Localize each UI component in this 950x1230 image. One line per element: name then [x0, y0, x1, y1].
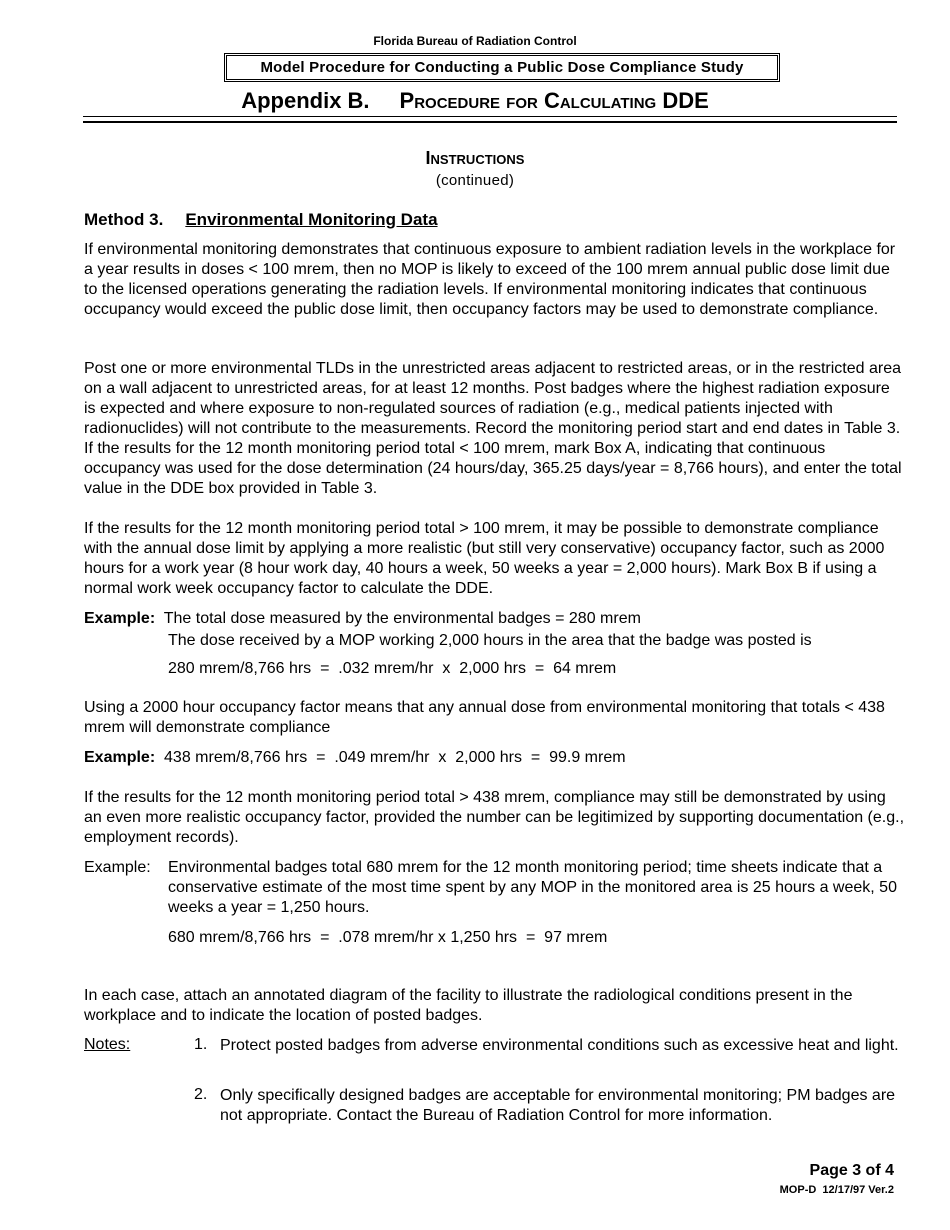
notes-label: Notes:: [84, 1036, 131, 1053]
appendix-title: Procedure for Calculating DDE: [399, 88, 709, 113]
appendix-label: Appendix B.: [241, 88, 370, 113]
document-title-box: Model Procedure for Conducting a Public Dose Compliance Study: [224, 53, 780, 82]
paragraph-6: In each case, attach an annotated diagram of the facility to illustrate the radiological conditions present in the workplace and to indicate the location of posted badges.: [84, 987, 853, 1024]
example-3-text: Environmental badges total 680 mrem for the 12 month monitoring period; time sheets indicate that a conservative estimate of the most time spent by any MOP in the monitored area is 25 hours a week, 50 weeks a year = 1,250 hours.: [168, 859, 897, 916]
section-subheading: (continued): [435, 172, 515, 189]
page-number: Page 3 of 4: [809, 1162, 894, 1179]
section-heading: Instructions: [425, 148, 525, 168]
example-2: [84, 748, 904, 768]
example-3-label: Example:: [84, 859, 151, 876]
note-number: 2.: [194, 1086, 208, 1103]
example-label: Example:: [84, 749, 156, 766]
paragraph-3: If the results for the 12 month monitoring period total > 100 mrem, it may be possible to demonstrate compliance with the annual dose limit by applying a more realistic (but still very conservative) occupancy factor, such as 2000 hours for a work year (8 hour work day, 40 hours a week, 50 weeks a year = 2,000 hours). Mark Box B if using a normal work week occupancy factor to calculate the DDE.: [84, 520, 885, 597]
paragraph-1: If environmental monitoring demonstrates that continuous exposure to ambient radiation levels in the workplace for a year results in doses < 100 mrem, then no MOP is likely to exceed of the 100 mrem annual public dose limit due to the licensed operations generating the radiation levels. If environmental monitoring indicates that continuous occupancy would exceed the public dose limit, then occupancy factors may be used to demonstrate compliance.: [84, 241, 896, 318]
example-1-line-1: The total dose measured by the environmental badges = 280 mrem: [163, 610, 641, 627]
note-text: Only specifically designed badges are acceptable for environmental monitoring; PM badges are not appropriate. Contact the Bureau of Radiation Control for more information.: [220, 1087, 896, 1124]
method-title: Environmental Monitoring Data: [185, 210, 438, 229]
example-3-calculation: 680 mrem/8,766 hrs = .078 mrem/hr x 1,250 hrs = 97 mrem: [168, 929, 608, 946]
header-divider: [83, 116, 897, 123]
example-label: Example:: [84, 610, 156, 627]
paragraph-5: If the results for the 12 month monitoring period total > 438 mrem, compliance may still be demonstrated by using an even more realistic occupancy factor, provided the number can be legitimized by supporting documentation (e.g., employment records).: [84, 789, 905, 846]
note-text: Protect posted badges from adverse environmental conditions such as excessive heat and light.: [220, 1037, 899, 1054]
note-number: 1.: [194, 1036, 208, 1053]
paragraph-2: Post one or more environmental TLDs in the unrestricted areas adjacent to restricted areas, or in the restricted area on a wall adjacent to unrestricted areas, for at least 12 months. Post badges where the highest radiation exposure is expected and where exposure to non-regulated sources of radiation (e.g., medical patients injected with radionuclides) will not contribute to the measurements. Record the monitoring period start and end dates in Table 3. If the results for the 12 month monitoring period total < 100 mrem, mark Box A, indicating that continuous occupancy was used for the dose determination (24 hours/day, 365.25 days/year = 8,766 hours), and enter the total value in the DDE box provided in Table 3.: [84, 360, 902, 497]
method-heading: [84, 210, 438, 230]
example-1-line-2: The dose received by a MOP working 2,000 hours in the area that the badge was posted is: [168, 632, 812, 649]
method-number: Method 3.: [84, 210, 164, 229]
example-1-calculation: 280 mrem/8,766 hrs = .032 mrem/hr x 2,000 hrs = 64 mrem: [168, 660, 617, 677]
example-1: [84, 609, 924, 629]
appendix-heading: [0, 88, 950, 114]
organization-name: Florida Bureau of Radiation Control: [373, 34, 577, 48]
example-2-calculation: 438 mrem/8,766 hrs = .049 mrem/hr x 2,000 hrs = 99.9 mrem: [164, 749, 626, 766]
document-id: MOP-D 12/17/97 Ver.2: [779, 1184, 894, 1196]
paragraph-4: Using a 2000 hour occupancy factor means that any annual dose from environmental monitoring that totals < 438 mrem will demonstrate compliance: [84, 699, 885, 736]
